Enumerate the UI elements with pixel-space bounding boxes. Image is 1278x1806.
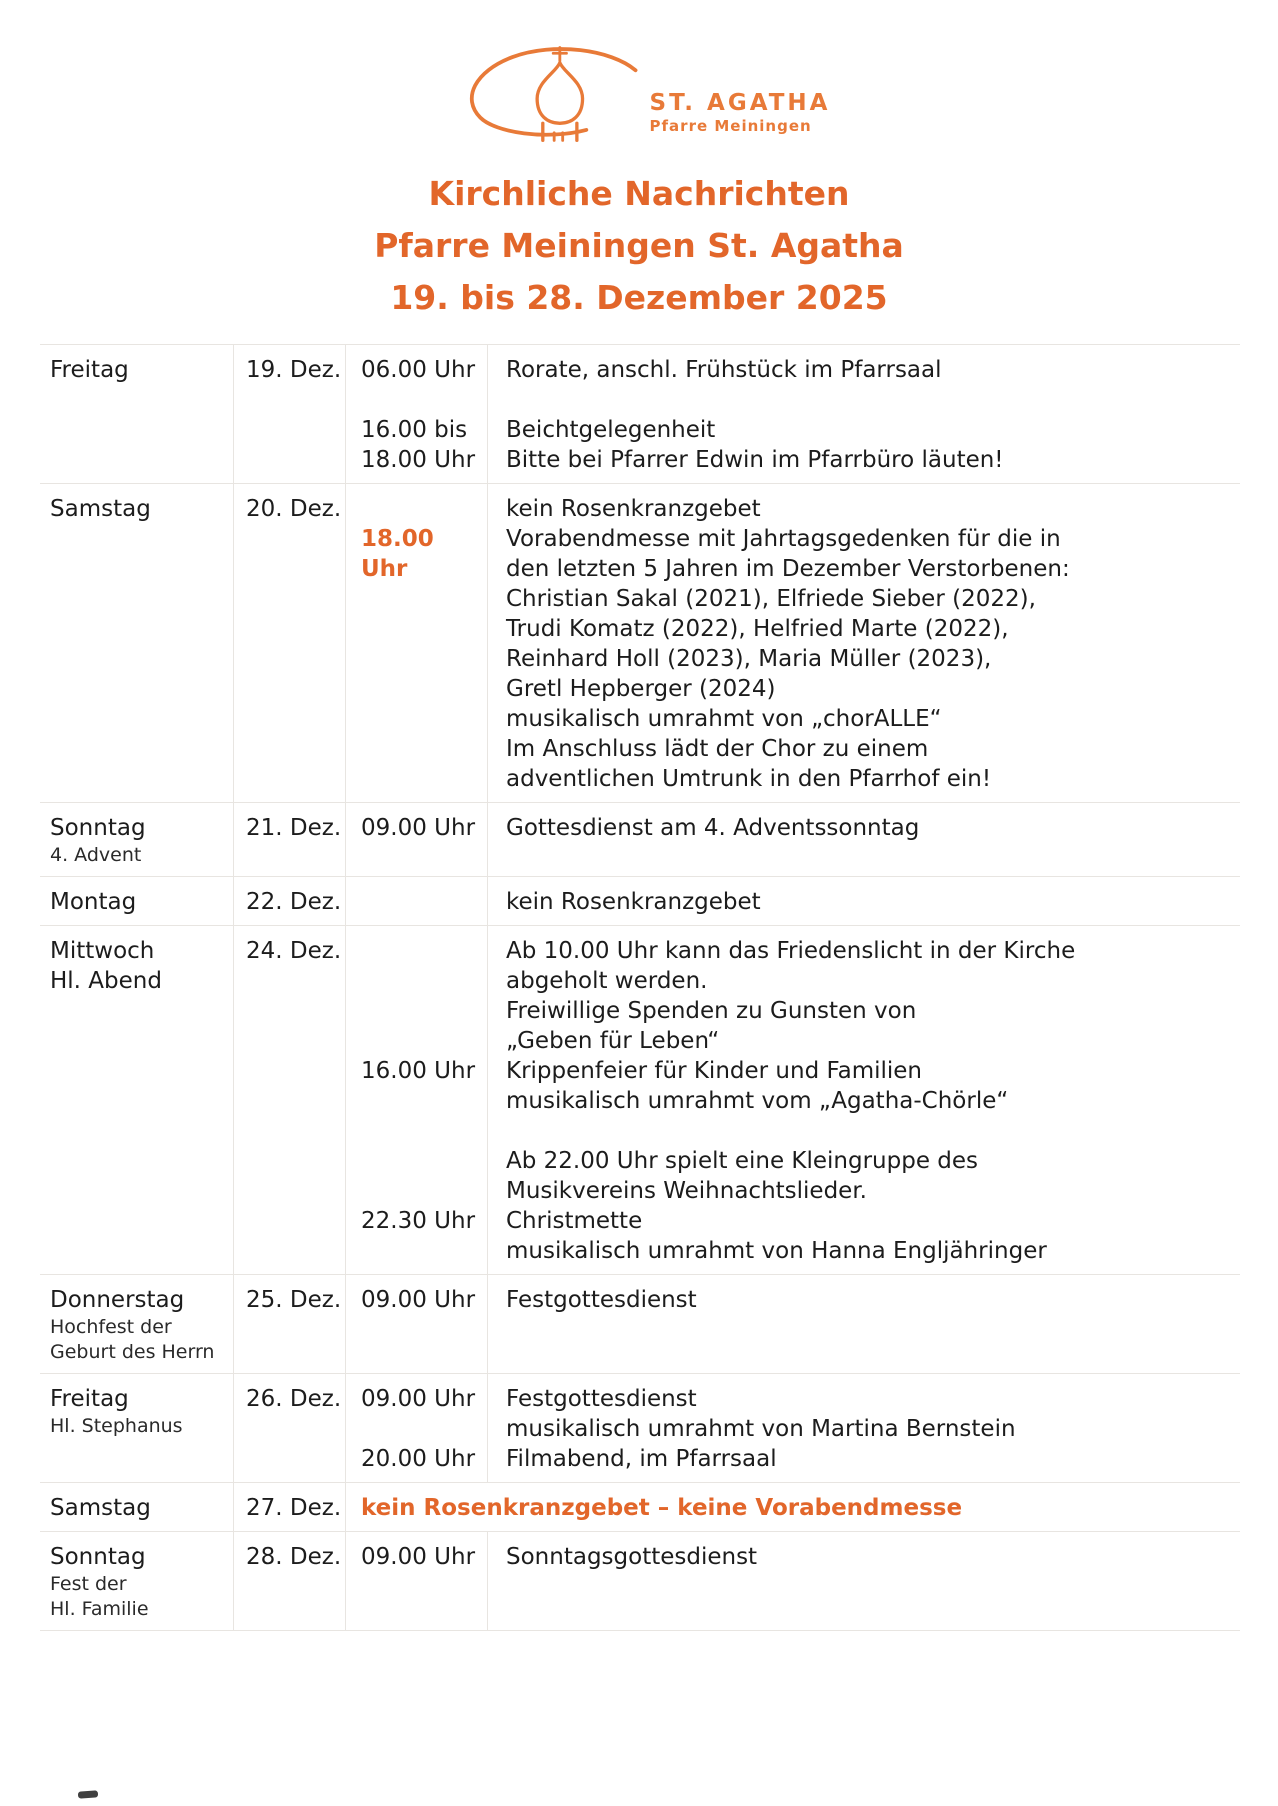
date-cell xyxy=(233,1532,345,1630)
table-row xyxy=(40,1482,1240,1531)
date-label: 20. Dez. xyxy=(246,496,342,522)
time-label: 22.30 Uhr xyxy=(361,1208,476,1234)
entry-block xyxy=(346,887,1240,917)
column-divider xyxy=(487,1275,488,1373)
time-label: 18.00 Uhr xyxy=(361,526,434,582)
time-column xyxy=(346,1542,487,1572)
time-column xyxy=(346,936,487,1056)
date-label: 19. Dez. xyxy=(246,357,342,383)
entry-block xyxy=(346,1542,1240,1572)
column-divider xyxy=(487,1374,488,1482)
description-column xyxy=(487,1146,1240,1206)
time-placeholder xyxy=(361,494,487,524)
date-label: 21. Dez. xyxy=(246,815,342,841)
table-row xyxy=(40,1274,1240,1373)
day-note: Hochfest der xyxy=(50,1316,172,1338)
column-divider xyxy=(487,484,488,802)
date-cell xyxy=(233,1275,345,1373)
day-cell xyxy=(40,1483,233,1531)
description-line: Krippenfeier für Kinder und Familien xyxy=(506,1058,922,1084)
entry-block xyxy=(346,1146,1240,1206)
time-label: 09.00 Uhr xyxy=(361,815,476,841)
description-line: Ab 10.00 Uhr kann das Friedenslicht in der Kirche xyxy=(506,938,1076,964)
description-line: kein Rosenkranzgebet xyxy=(506,496,761,522)
cancelled-notice: kein Rosenkranzgebet – keine Vorabendmesse xyxy=(361,1495,963,1521)
time-description-cell xyxy=(345,345,1240,483)
day-label: Samstag xyxy=(50,1495,151,1521)
description-column xyxy=(487,887,1240,917)
date-label: 22. Dez. xyxy=(246,889,342,915)
day-cell xyxy=(40,877,233,925)
description-line: Christian Sakal (2021), Elfriede Sieber (2022), xyxy=(506,586,1036,612)
day-label: Freitag xyxy=(50,357,129,383)
time-column xyxy=(346,415,487,475)
parish-name-title: Pfarre Meiningen St. Agatha xyxy=(374,226,904,265)
entry-block xyxy=(346,415,1240,475)
time-column xyxy=(346,494,487,524)
table-row xyxy=(40,925,1240,1274)
day-cell xyxy=(40,345,233,483)
description-line: adventlichen Umtrunk in den Pfarrhof ein! xyxy=(506,766,992,792)
description-line: Trudi Komatz (2022), Helfried Marte (2022), xyxy=(506,616,1009,642)
date-cell xyxy=(233,345,345,483)
day-note: Hl. Abend xyxy=(50,968,162,994)
entry-block xyxy=(346,524,1240,794)
day-label: Montag xyxy=(50,889,137,915)
date-cell xyxy=(233,1374,345,1482)
day-note: 4. Advent xyxy=(50,844,142,866)
day-cell xyxy=(40,484,233,802)
date-cell xyxy=(233,484,345,802)
description-line: Gottesdienst am 4. Adventssonntag xyxy=(506,815,920,841)
time-description-cell xyxy=(345,1483,1240,1531)
description-line: musikalisch umrahmt vom „Agatha-Chörle“ xyxy=(506,1088,1009,1114)
column-divider xyxy=(487,803,488,876)
time-label: 09.00 Uhr xyxy=(361,1386,476,1412)
column-divider xyxy=(487,1532,488,1630)
time-column xyxy=(346,1444,487,1474)
column-divider xyxy=(487,926,488,1274)
date-label: 28. Dez. xyxy=(246,1544,342,1570)
column-divider xyxy=(487,345,488,483)
parish-logo xyxy=(0,40,1278,146)
table-row xyxy=(40,802,1240,876)
description-column xyxy=(487,813,1240,843)
date-cell xyxy=(233,926,345,1274)
entry-block xyxy=(346,355,1240,385)
time-column xyxy=(346,1206,487,1266)
description-column xyxy=(487,1285,1240,1315)
description-line: Gretl Hepberger (2024) xyxy=(506,676,776,702)
day-label: Samstag xyxy=(50,496,151,522)
time-column xyxy=(346,887,487,917)
day-cell xyxy=(40,1532,233,1630)
date-label: 27. Dez. xyxy=(246,1495,342,1521)
entry-block xyxy=(346,936,1240,1056)
entry-block xyxy=(346,1384,1240,1444)
entry-block xyxy=(346,1444,1240,1474)
column-divider xyxy=(487,877,488,925)
time-label: 20.00 Uhr xyxy=(361,1446,476,1472)
description-column xyxy=(487,1444,1240,1474)
time-description-cell xyxy=(345,484,1240,802)
entry-block xyxy=(346,813,1240,843)
time-label: 06.00 Uhr xyxy=(361,357,476,383)
description-column xyxy=(487,494,1240,524)
description-line: musikalisch umrahmt von Martina Bernstein xyxy=(506,1416,1016,1442)
time-column xyxy=(346,1056,487,1116)
time-description-cell xyxy=(345,803,1240,876)
description-line: musikalisch umrahmt von Hanna Engljähringer xyxy=(506,1238,1047,1264)
entry-block xyxy=(346,1056,1240,1116)
time-description-cell xyxy=(345,926,1240,1274)
table-row xyxy=(40,876,1240,925)
description-line: abgeholt werden. xyxy=(506,968,708,994)
church-dome-icon xyxy=(448,40,666,146)
description-line: Im Anschluss lädt der Chor zu einem xyxy=(506,736,929,762)
description-line: den letzten 5 Jahren im Dezember Verstorbenen: xyxy=(506,556,1070,582)
time-column xyxy=(346,524,487,794)
table-row xyxy=(40,1373,1240,1482)
description-line: Rorate, anschl. Frühstück im Pfarrsaal xyxy=(506,357,942,383)
date-label: 25. Dez. xyxy=(246,1287,342,1313)
day-label: Freitag xyxy=(50,1386,129,1412)
time-column xyxy=(346,1285,487,1315)
time-placeholder xyxy=(361,1146,487,1176)
date-label: 26. Dez. xyxy=(246,1386,342,1412)
entry-block xyxy=(346,1206,1240,1266)
day-note: Fest der xyxy=(50,1573,127,1595)
description-column xyxy=(487,936,1240,1056)
entry-block xyxy=(346,1285,1240,1315)
time-column xyxy=(346,1384,487,1444)
day-note: Hl. Familie xyxy=(50,1598,149,1620)
time-description-cell xyxy=(345,1532,1240,1630)
logo-name: ST. AGATHA xyxy=(649,90,831,116)
description-column xyxy=(487,1542,1240,1572)
day-note: Geburt des Herrn xyxy=(50,1341,215,1363)
description-line: Reinhard Holl (2023), Maria Müller (2023), xyxy=(506,646,992,672)
description-line: Festgottesdienst xyxy=(506,1287,697,1313)
description-line: Christmette xyxy=(506,1208,643,1234)
day-cell xyxy=(40,803,233,876)
day-label: Mittwoch xyxy=(50,938,155,964)
time-label: 09.00 Uhr xyxy=(361,1544,476,1570)
time-placeholder xyxy=(361,936,487,966)
date-cell xyxy=(233,877,345,925)
entry-block xyxy=(346,494,1240,524)
time-label: 18.00 Uhr xyxy=(361,447,476,473)
logo-text xyxy=(650,40,831,136)
time-label: 16.00 Uhr xyxy=(361,1058,476,1084)
description-line: Ab 22.00 Uhr spielt eine Kleingruppe des xyxy=(506,1148,979,1174)
day-cell xyxy=(40,1275,233,1373)
table-row xyxy=(40,344,1240,483)
description-column xyxy=(487,524,1240,794)
description-column xyxy=(487,1206,1240,1266)
time-description-cell xyxy=(345,1374,1240,1482)
description-line: Freiwillige Spenden zu Gunsten von xyxy=(506,998,917,1024)
day-note: Hl. Stephanus xyxy=(50,1415,183,1437)
time-column xyxy=(346,1146,487,1206)
description-line: musikalisch umrahmt von „chorALLE“ xyxy=(506,706,942,732)
description-line: Beichtgelegenheit xyxy=(506,417,716,443)
description-line: Festgottesdienst xyxy=(506,1386,697,1412)
description-line: „Geben für Leben“ xyxy=(506,1028,720,1054)
logo-subtitle: Pfarre Meiningen xyxy=(649,117,812,135)
description-line: kein Rosenkranzgebet xyxy=(506,889,761,915)
date-range-title: 19. bis 28. Dezember 2025 xyxy=(390,278,888,317)
date-cell xyxy=(233,803,345,876)
description-column xyxy=(487,415,1240,475)
day-cell xyxy=(40,926,233,1274)
day-cell xyxy=(40,1374,233,1482)
description-column xyxy=(487,1384,1240,1444)
time-label: 09.00 Uhr xyxy=(361,1287,476,1313)
header xyxy=(0,0,1278,324)
day-label: Sonntag xyxy=(50,815,146,841)
day-label: Sonntag xyxy=(50,1544,146,1570)
newsletter-title: Kirchliche Nachrichten xyxy=(428,174,850,213)
description-line: Sonntagsgottesdienst xyxy=(506,1544,758,1570)
date-cell xyxy=(233,1483,345,1531)
scan-artifact xyxy=(78,1790,98,1798)
time-column xyxy=(346,355,487,385)
schedule-table xyxy=(40,344,1240,1631)
time-description-cell xyxy=(345,1275,1240,1373)
table-row xyxy=(40,1531,1240,1631)
description-column xyxy=(487,1056,1240,1116)
title-block xyxy=(0,168,1278,324)
description-line: Musikvereins Weihnachtslieder. xyxy=(506,1178,867,1204)
time-placeholder xyxy=(361,887,487,917)
table-row xyxy=(40,483,1240,802)
time-description-cell xyxy=(345,877,1240,925)
description-line: Filmabend, im Pfarrsaal xyxy=(506,1446,777,1472)
time-column xyxy=(346,813,487,843)
time-label: 16.00 bis xyxy=(361,417,468,443)
date-label: 24. Dez. xyxy=(246,938,342,964)
description-line: Bitte bei Pfarrer Edwin im Pfarrbüro läuten! xyxy=(506,447,1004,473)
description-column xyxy=(487,355,1240,385)
day-label: Donnerstag xyxy=(50,1287,185,1313)
description-line: Vorabendmesse mit Jahrtagsgedenken für die in xyxy=(506,526,1061,552)
